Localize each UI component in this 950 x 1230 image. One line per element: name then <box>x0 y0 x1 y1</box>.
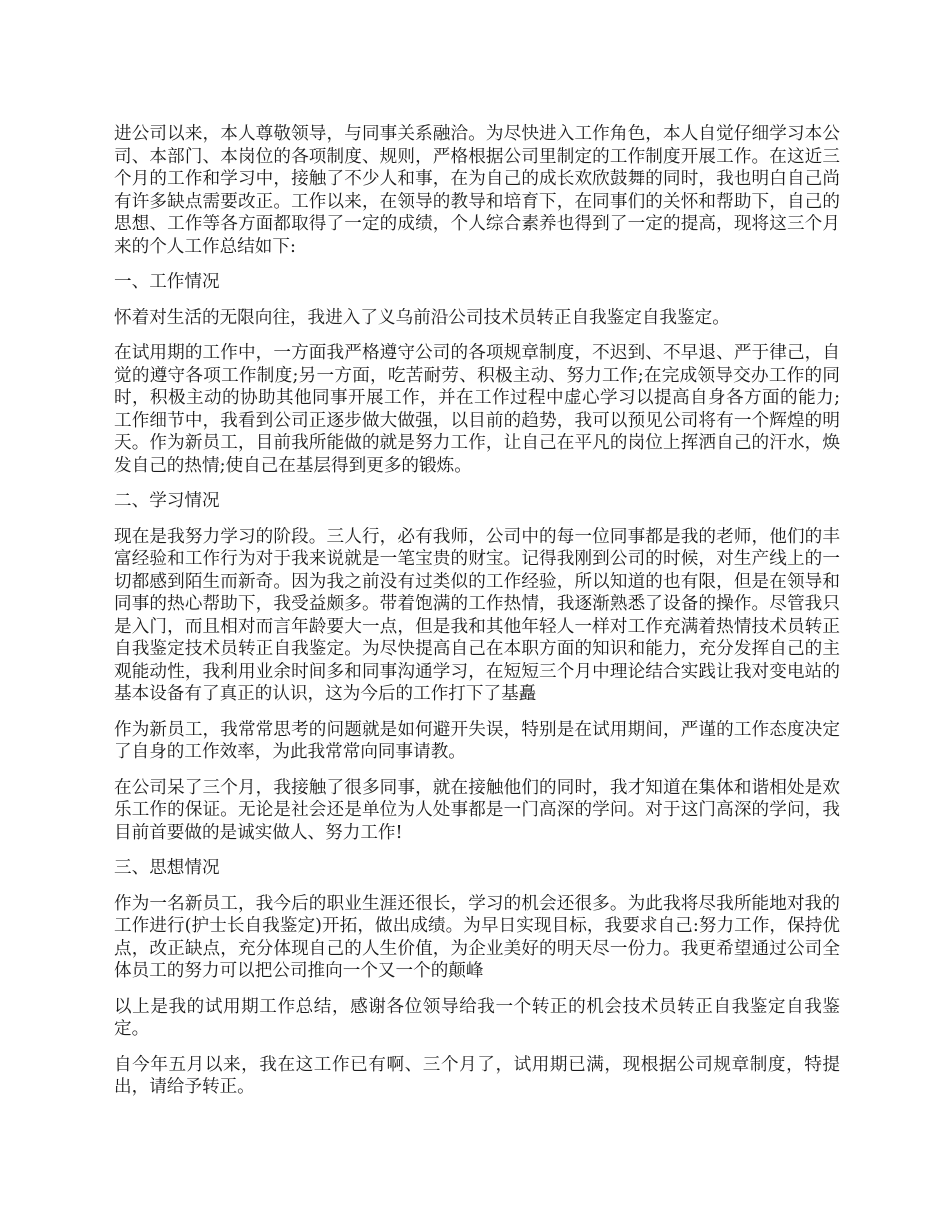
document-body <box>114 123 840 1112</box>
work-paragraph-1: 怀着对生活的无限向往，我进入了义乌前沿公司技术员转正自我鉴定自我鉴定。 <box>114 307 730 328</box>
intro-paragraph: 进公司以来，本人尊敬领导，与同事关系融洽。为尽快进入工作角色，本人自觉仔细学习本公司、本部门、本岗位的各项制度、规则，严格根据公司里制定的工作制度开展工作。在这近三个月的工作和学习中，接触了不少人和事，在为自己的成长欢欣鼓舞的同时，我也明白自己尚有许多缺点需要改正。工作以来，在领导的教导和培育下，在同事们的关怀和帮助下，自己的思想、工作等各方面都取得了一定的成绩，个人综合素养也得到了一定的提高，现将这三个月来的个人工作总结如下: <box>114 124 840 257</box>
study-paragraph-3: 在公司呆了三个月，我接触了很多同事，就在接触他们的同时，我才知道在集体和谐相处是欢乐工作的保证。无论是社会还是单位为人处事都是一门高深的学问。对于这门高深的学问，我目前首要做的是诚实做人、努力工作! <box>114 777 840 843</box>
study-paragraph-2: 作为新员工，我常常思考的问题就是如何避开失误，特别是在试用期间，严谨的工作态度决定了自身的工作效率，为此我常常向同事请教。 <box>114 719 840 762</box>
closing-paragraph: 自今年五月以来，我在这工作已有啊、三个月了，试用期已满，现根据公司规章制度，特提出，请给予转正。 <box>114 1054 840 1097</box>
thought-paragraph: 作为一名新员工，我今后的职业生涯还很长，学习的机会还很多。为此我将尽我所能地对我的工作进行(护士长自我鉴定)开拓，做出成绩。为早日实现目标，我要求自己:努力工作，保持优点，改正缺点，充分体现自己的人生价值，为企业美好的明天尽一份力。我更希望通过公司全体员工的努力可以把公司推向一个又一个的颠峰 <box>114 893 840 981</box>
summary-paragraph: 以上是我的试用期工作总结，感谢各位领导给我一个转正的机会技术员转正自我鉴定自我鉴定。 <box>114 996 840 1039</box>
section-heading-study: 二、学习情况 <box>114 491 220 511</box>
work-paragraph-2: 在试用期的工作中，一方面我严格遵守公司的各项规章制度，不迟到、不早退、严于律己，自觉的遵守各项工作制度;另一方面，吃苦耐劳、积极主动、努力工作;在完成领导交办工作的同时，积极主动的协助其他同事开展工作，并在工作过程中虚心学习以提高自身各方面的能力;工作细节中，我看到公司正逐步做大做强，以目前的趋势，我可以预见公司将有一个辉煌的明天。作为新员工，目前我所能做的就是努力工作，让自己在平凡的岗位上挥洒自己的汗水，焕发自己的热情;使自己在基层得到更多的锻炼。 <box>114 343 840 476</box>
study-paragraph-1: 现在是我努力学习的阶段。三人行，必有我师，公司中的每一位同事都是我的老师，他们的丰富经验和工作行为对于我来说就是一笔宝贵的财宝。记得我刚到公司的时候，对生产线上的一切都感到陌生而新奇。因为我之前没有过类似的工作经验，所以知道的也有限，但是在领导和同事的热心帮助下，我受益颇多。带着饱满的工作热情，我逐渐熟悉了设备的操作。尽管我只是入门，而且相对而言年龄要大一点，但是我和其他年轻人一样对工作充满着热情技术员转正自我鉴定技术员转正自我鉴定。为尽快提高自己在本职方面的知识和能力，充分发挥自己的主观能动性，我利用业余时间多和同事沟通学习，在短短三个月中理论结合实践让我对变电站的基本设备有了真正的认识，这为今后的工作打下了基矗 <box>114 526 840 704</box>
section-heading-work: 一、工作情况 <box>114 272 220 292</box>
section-heading-thought: 三、思想情况 <box>114 858 220 878</box>
